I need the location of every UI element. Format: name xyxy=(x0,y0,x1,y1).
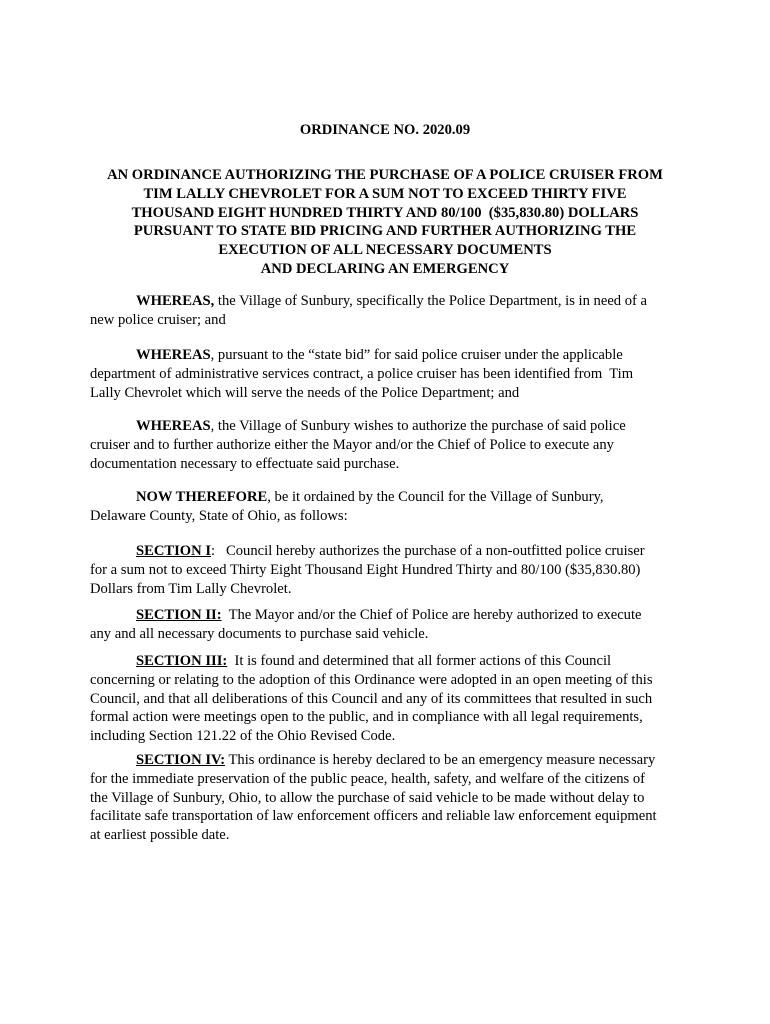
whereas-paragraph xyxy=(90,346,695,402)
paragraph-line xyxy=(90,292,695,311)
heading-line: THOUSAND EIGHT HUNDRED THIRTY AND 80/100 ($35,830.80) DOLLARS xyxy=(131,204,639,221)
paragraph-line: department of administrative services contract, a police cruiser has been identified from Tim xyxy=(90,365,634,382)
heading-line: EXECUTION OF ALL NECESSARY DOCUMENTS xyxy=(218,242,552,259)
paragraph-text: The Mayor and/or the Chief of Police are hereby authorized to execute xyxy=(221,607,642,623)
paragraph-line: Council, and that all deliberations of this Council and any of its committees that resulted in such xyxy=(90,690,653,707)
section-3-paragraph xyxy=(90,652,695,746)
section-2-paragraph xyxy=(90,606,695,644)
heading-line: PURSUANT TO STATE BID PRICING AND FURTHER AUTHORIZING THE xyxy=(133,223,637,240)
section-label: SECTION IV: xyxy=(136,752,226,768)
paragraph-text: : Council hereby authorizes the purchase of a non-outfitted police cruiser xyxy=(211,543,645,559)
paragraph-line: Lally Chevrolet which will serve the needs of the Police Department; and xyxy=(90,384,520,401)
heading-line: AN ORDINANCE AUTHORIZING THE PURCHASE OF A POLICE CRUISER FROM xyxy=(107,167,663,183)
paragraph-line: Dollars from Tim Lally Chevrolet. xyxy=(90,580,292,597)
paragraph-line: Delaware County, State of Ohio, as follows: xyxy=(90,507,348,524)
section-label: SECTION II: xyxy=(136,607,222,623)
now-therefore-paragraph xyxy=(90,488,695,526)
ordinance-heading xyxy=(70,166,700,279)
whereas-keyword: WHEREAS xyxy=(136,418,211,434)
paragraph-text: It is found and determined that all former actions of this Council xyxy=(227,653,612,669)
paragraph-line xyxy=(90,751,695,770)
section-4-paragraph xyxy=(90,751,695,845)
paragraph-line xyxy=(90,606,695,625)
paragraph-text: This ordinance is hereby declared to be an emergency measure necessary xyxy=(225,752,656,768)
paragraph-line: cruiser and to further authorize either the Mayor and/or the Chief of Police to execute any xyxy=(90,436,614,453)
section-1-paragraph xyxy=(90,542,695,598)
paragraph-text: , the Village of Sunbury wishes to authorize the purchase of said police xyxy=(210,418,626,434)
paragraph-line xyxy=(90,542,695,561)
paragraph-line xyxy=(90,488,695,507)
whereas-keyword: WHEREAS xyxy=(136,347,211,363)
paragraph-line xyxy=(90,417,695,436)
paragraph-line: the Village of Sunbury, Ohio, to allow the purchase of said vehicle to be made without delay to xyxy=(90,789,645,806)
paragraph-line: formal action were meetings open to the public, and in compliance with all legal requirements, xyxy=(90,709,643,726)
whereas-keyword: WHEREAS, xyxy=(136,293,215,309)
ordinance-title: ORDINANCE NO. 2020.09 xyxy=(299,122,471,138)
paragraph-line: any and all necessary documents to purchase said vehicle. xyxy=(90,625,429,642)
heading-line: AND DECLARING AN EMERGENCY xyxy=(260,260,510,277)
paragraph-line: at earliest possible date. xyxy=(90,827,230,844)
paragraph-line: for the immediate preservation of the public peace, health, safety, and welfare of the citizens of xyxy=(90,770,645,787)
now-therefore-keyword: NOW THEREFORE xyxy=(136,489,268,505)
heading-line: TIM LALLY CHEVROLET FOR A SUM NOT TO EXCEED THIRTY FIVE xyxy=(143,185,627,202)
paragraph-line: new police cruiser; and xyxy=(90,311,226,328)
paragraph-line: for a sum not to exceed Thirty Eight Thousand Eight Hundred Thirty and 80/100 ($35,830.80) xyxy=(90,561,641,578)
paragraph-line xyxy=(90,346,695,365)
paragraph-text: the Village of Sunbury, specifically the Police Department, is in need of a xyxy=(214,293,648,309)
whereas-paragraph xyxy=(90,417,695,473)
paragraph-line: facilitate safe transportation of law enforcement officers and reliable law enforcement equipment xyxy=(90,808,657,825)
whereas-paragraph xyxy=(90,292,695,330)
paragraph-text: , be it ordained by the Council for the Village of Sunbury, xyxy=(267,489,604,505)
paragraph-line: including Section 121.22 of the Ohio Revised Code. xyxy=(90,728,396,745)
section-label: SECTION III: xyxy=(136,653,228,669)
paragraph-text: , pursuant to the “state bid” for said police cruiser under the applicable xyxy=(210,347,623,363)
paragraph-line: concerning or relating to the adoption of this Ordinance were adopted in an open meeting of this xyxy=(90,671,653,688)
section-label: SECTION I xyxy=(136,543,212,559)
paragraph-line: documentation necessary to effectuate said purchase. xyxy=(90,455,400,472)
paragraph-line xyxy=(90,652,695,671)
